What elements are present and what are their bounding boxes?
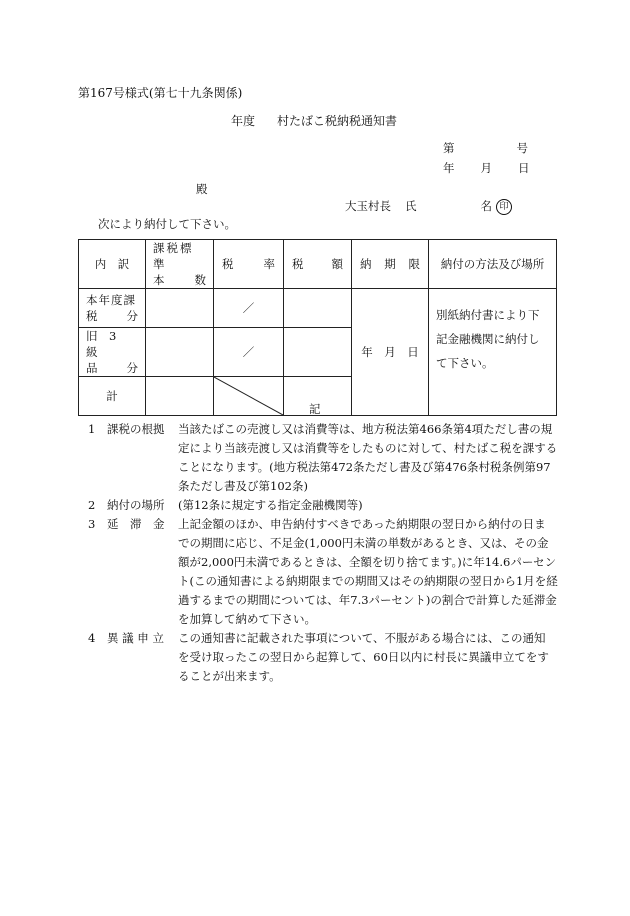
header-rate-a: 税 [222, 257, 234, 271]
header-base-su: 数 [194, 273, 206, 287]
row1-label-a: 税 [86, 309, 98, 323]
payment-method-text: 別紙納付書により下記金融機関に納付して下さい。 [429, 289, 557, 416]
due-year: 年 [361, 345, 373, 359]
row-old-class3-label [79, 328, 146, 377]
issuer-title: 大玉村長 [345, 199, 391, 213]
total-rate-diagonal [214, 377, 284, 416]
row2-base-cell [146, 328, 214, 377]
intro-text: 次により納付して下さい。 [98, 217, 236, 231]
header-base-hon: 本 [153, 273, 165, 287]
header-due [352, 240, 429, 289]
form-number: 第167号様式(第七十九条関係) [78, 86, 243, 100]
row1-label-line1: 本年度課 [86, 293, 136, 307]
tax-table [78, 239, 557, 416]
row2-label-b: 分 [126, 361, 138, 375]
header-amount-a: 税 [292, 257, 304, 271]
header-amount [284, 240, 352, 289]
header-rate [214, 240, 284, 289]
row1-rate-slash: ／ [214, 289, 284, 328]
issuer-name-label: 名 [480, 199, 492, 213]
note-num: 3 [88, 517, 96, 531]
row2-label-line1: 旧 3 級 [86, 329, 128, 359]
seal-mark: 印 [496, 199, 512, 215]
note-num: 4 [88, 631, 96, 645]
notes-list [88, 420, 558, 686]
row1-base-cell [146, 289, 214, 328]
row2-amount-cell [284, 328, 352, 377]
row1-label-b: 分 [126, 309, 138, 323]
row-total-label: 計 [79, 377, 146, 416]
note-item [88, 629, 558, 686]
note-label: 課税の根拠 [107, 422, 165, 436]
row1-amount-cell [284, 289, 352, 328]
due-month: 月 [384, 345, 396, 359]
note-first-line: (第12条に規定する指定金融機関等) [178, 498, 363, 512]
total-base-cell [146, 377, 214, 416]
note-item [88, 496, 558, 515]
notice-number-line [443, 140, 528, 156]
row2-label-a: 品 [86, 361, 98, 375]
title-main: 村たばこ税納税通知書 [277, 114, 398, 128]
date-day: 日 [518, 161, 530, 175]
issue-date-line [443, 160, 530, 176]
issuer-honorific: 氏 [405, 199, 417, 213]
note-first-line: この通知書に記載された事項について、不服がある場合には、この通知 [178, 631, 546, 645]
ki-heading: 記 [309, 402, 321, 416]
note-num: 2 [88, 498, 96, 512]
due-date-cell [352, 289, 429, 416]
date-year: 年 [443, 161, 455, 175]
header-due-c: 限 [408, 257, 420, 271]
header-method: 納付の方法及び場所 [429, 240, 557, 289]
note-continuation: を受け取ったこの翌日から起算して、60日以内に村長に異議申立てをすることが出来ます。 [178, 650, 549, 683]
note-item [88, 515, 558, 629]
header-due-a: 納 [360, 257, 372, 271]
note-label: 納付の場所 [107, 498, 165, 512]
header-tax-base [146, 240, 214, 289]
note-first-line: 上記金額のほか、申告納付すべきであった納期限の翌日から納付の日ま [178, 517, 546, 531]
row2-rate-slash: ／ [214, 328, 284, 377]
note-first-line: 当該たばこの売渡し又は消費等は、地方税法第466条第4項ただし書の規 [178, 422, 553, 436]
note-num: 1 [88, 422, 96, 436]
note-continuation: での期間に応じ、不足金(1,000円未満の単数があるとき、又は、その金額が2,000円未満であるときは、全額を切り捨てます。)に年14.6パーセント(この通知書による納期限までの期間又はその納期限の翌日から1月を経過するまでの期間については、年7.3パーセント)の割合で計算した延滞金を加算して納めて下さい。 [178, 536, 558, 626]
document-title [231, 112, 397, 129]
header-rate-b: 率 [263, 257, 275, 271]
note-continuation: 定により当該売渡し又は消費等をしたものに対して、村たばこ税を課することになります。(地方税法第472条ただし書及び第476条村税条例第97条ただし書及び第102条) [178, 441, 558, 493]
header-amount-b: 額 [331, 257, 343, 271]
diagonal-line [214, 377, 283, 415]
note-label: 延 滞 金 [107, 517, 165, 531]
due-day: 日 [407, 345, 419, 359]
number-prefix: 第 [443, 141, 455, 155]
header-due-b: 期 [384, 257, 396, 271]
addressee-suffix: 殿 [196, 182, 208, 196]
title-year-prefix: 年度 [231, 114, 256, 128]
header-base-line1: 課税標準 [153, 241, 194, 271]
header-item: 内 訳 [79, 240, 146, 289]
note-item [88, 420, 558, 496]
table-row [79, 289, 557, 328]
date-month: 月 [480, 161, 492, 175]
row-current-year-label [79, 289, 146, 328]
issuer-line [345, 198, 512, 215]
table-header-row [79, 240, 557, 289]
note-label: 異 議 申 立 [107, 631, 164, 645]
number-suffix: 号 [516, 141, 528, 155]
